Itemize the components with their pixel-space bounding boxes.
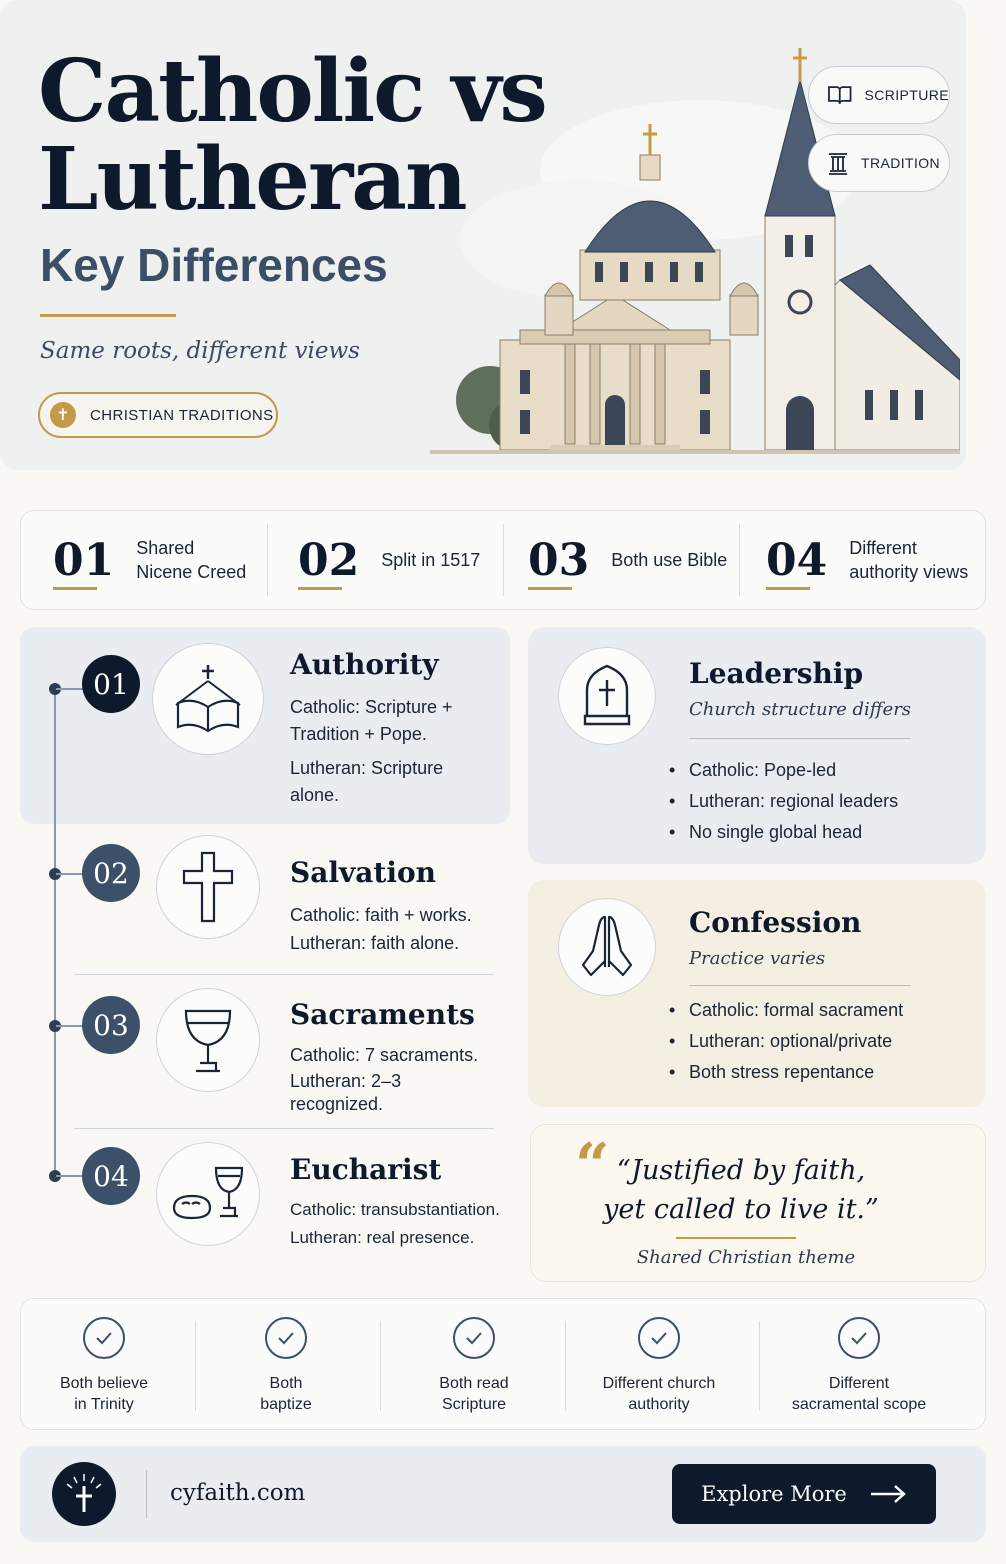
stat-item	[503, 524, 739, 596]
christian-traditions-pill[interactable]	[38, 392, 278, 438]
divider	[74, 974, 494, 975]
item-number-badge: 01	[82, 655, 140, 713]
footer	[20, 1446, 986, 1542]
radiant-cross-icon	[52, 1462, 116, 1526]
scripture-label: SCRIPTURE	[864, 87, 949, 103]
title-line-1: Catholic vs	[38, 41, 546, 142]
item-number-badge: 03	[82, 996, 140, 1054]
separator	[380, 1321, 381, 1411]
check-label: Both baptize	[260, 1375, 312, 1413]
list-item: • Lutheran: optional/private	[689, 1026, 903, 1057]
gold-divider	[40, 314, 176, 317]
site-link[interactable]: cyfaith.com	[170, 1480, 306, 1506]
separator	[565, 1321, 566, 1411]
list-item: • Lutheran: regional leaders	[689, 786, 898, 817]
stat-item	[739, 524, 985, 596]
stat-item	[267, 524, 503, 596]
confession-subtitle: Practice varies	[689, 948, 826, 969]
item-number-badge: 02	[82, 844, 140, 902]
check-icon	[838, 1317, 880, 1359]
check-label: Different sacramental scope	[791, 1375, 927, 1413]
quote-mark-icon: “	[575, 1131, 610, 1201]
check-item	[39, 1299, 169, 1429]
list-item: • Both stress repentance	[689, 1057, 903, 1088]
chalice-icon	[156, 988, 260, 1092]
divider	[74, 1128, 494, 1129]
check-label: Different church authority	[602, 1375, 716, 1413]
leadership-list	[689, 755, 898, 848]
bible-cross-icon	[152, 643, 264, 755]
explore-more-button[interactable]	[672, 1464, 936, 1524]
check-icon	[453, 1317, 495, 1359]
check-item	[584, 1299, 734, 1429]
stat-number: 02	[298, 534, 360, 586]
pill-label: CHRISTIAN TRADITIONS	[90, 406, 274, 424]
tradition-label: TRADITION	[861, 155, 941, 171]
check-label: Both read Scripture	[439, 1375, 509, 1413]
eucharist-text: Catholic: transubstantiation. Lutheran: real presence.	[290, 1200, 500, 1247]
quote-card	[530, 1124, 986, 1282]
check-item	[779, 1299, 939, 1429]
hero-banner	[0, 0, 966, 470]
stat-label: Both use Bible	[611, 550, 728, 570]
separator	[195, 1321, 196, 1411]
leadership-subtitle: Church structure differs	[689, 699, 912, 720]
stat-number: 01	[53, 534, 115, 586]
mitre-icon	[558, 647, 656, 745]
confession-list	[689, 995, 903, 1088]
check-label: Both believe in Trinity	[59, 1375, 149, 1413]
quote-caption: Shared Christian theme	[636, 1247, 856, 1268]
item-number-badge: 04	[82, 1147, 140, 1205]
title-line-2: Lutheran	[38, 129, 466, 230]
cross-icon	[156, 835, 260, 939]
check-icon	[265, 1317, 307, 1359]
leadership-card	[528, 627, 986, 864]
stat-label: Different authority views	[849, 538, 969, 582]
hero-subtitle: Key Differences	[40, 239, 388, 291]
stats-bar	[20, 510, 986, 610]
sacraments-text: Catholic: 7 sacraments. Lutheran: 2–3 recognized.	[290, 1045, 479, 1114]
list-item: • No single global head	[689, 817, 898, 848]
cross-icon: ✝	[50, 402, 76, 428]
confession-title: Confession	[689, 906, 862, 939]
authority-title: Authority	[290, 648, 439, 681]
common-ground-bar	[20, 1298, 986, 1430]
sacraments-title: Sacraments	[290, 998, 475, 1031]
pillar-icon	[827, 151, 849, 175]
check-icon	[638, 1317, 680, 1359]
check-item	[221, 1299, 351, 1429]
button-label: Explore More	[701, 1482, 847, 1506]
stat-item	[21, 524, 267, 596]
praying-hands-icon	[558, 898, 656, 996]
confession-card	[528, 880, 986, 1107]
book-icon	[827, 84, 853, 106]
stat-label: Shared Nicene Creed	[136, 538, 247, 582]
salvation-text: Catholic: faith + works. Lutheran: faith alone.	[290, 905, 472, 953]
scripture-pill[interactable]	[808, 66, 950, 124]
check-item	[409, 1299, 539, 1429]
divider	[689, 738, 911, 739]
salvation-title: Salvation	[290, 856, 437, 889]
stat-label: Split in 1517	[381, 550, 481, 570]
gold-divider	[676, 1237, 796, 1239]
hero-tagline: Same roots, different views	[40, 338, 360, 364]
timeline-line	[54, 688, 56, 1178]
bread-chalice-icon	[156, 1142, 260, 1246]
divider	[689, 985, 911, 986]
separator	[146, 1470, 147, 1518]
stat-number: 03	[528, 534, 590, 586]
stat-number: 04	[766, 534, 828, 586]
list-item: • Catholic: Pope-led	[689, 755, 898, 786]
tradition-pill[interactable]	[808, 134, 950, 192]
separator	[759, 1321, 760, 1411]
list-item: • Catholic: formal sacrament	[689, 995, 903, 1026]
leadership-title: Leadership	[689, 657, 864, 690]
arrow-right-icon	[869, 1484, 907, 1504]
check-icon	[83, 1317, 125, 1359]
authority-text: Catholic: Scripture + Tradition + Pope. Lutheran: Scripture alone.	[290, 697, 453, 805]
eucharist-title: Eucharist	[290, 1153, 442, 1186]
quote-text: “Justified by faith, yet called to live it.”	[603, 1155, 879, 1225]
